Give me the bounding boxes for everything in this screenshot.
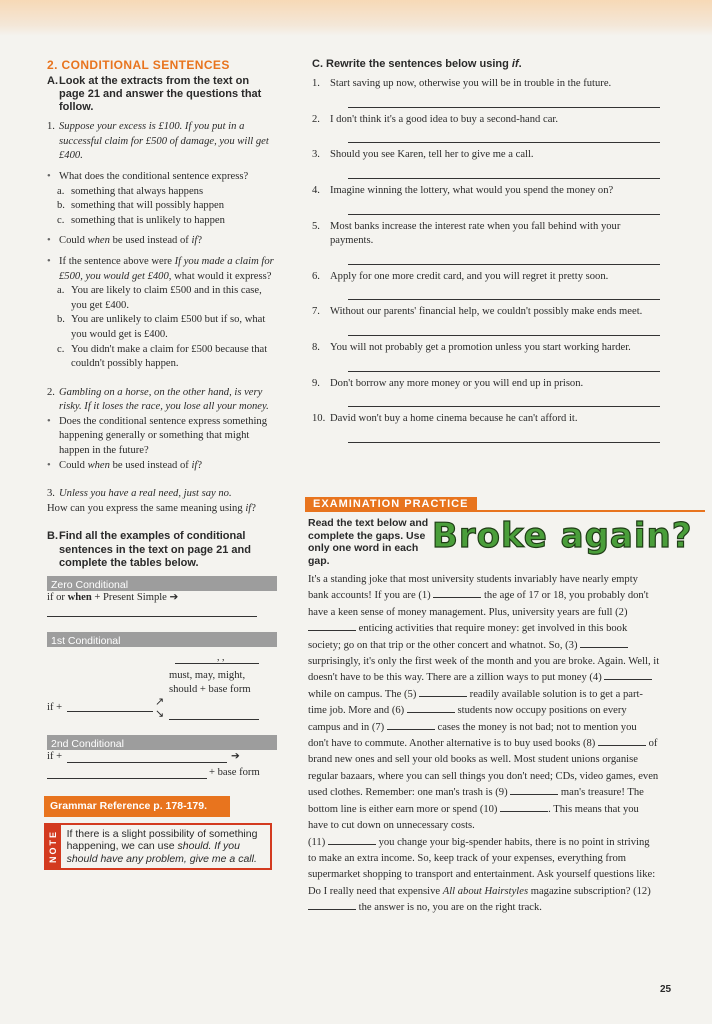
grammar-reference-badge: Grammar Reference p. 178-179.	[44, 796, 230, 817]
rewrite-sentence: Most banks increase the interest rate when you fall behind with your payments.	[330, 220, 621, 247]
rewrite-sentence: Start saving up now, otherwise you will be in trouble in the future.	[330, 78, 612, 90]
gap-blank[interactable]	[598, 736, 646, 746]
first-conditional-header: 1st Conditional	[47, 632, 277, 647]
option-text: You didn't make a claim for £500 because that couldn't possibly happen.	[71, 343, 268, 370]
note-tag	[46, 825, 61, 869]
passage-text: you change your big-spender habits, there is no point in striving to make an extra income. So, keep track of your expenses, everything from supermarket shopping to transport and entertainment. Ask yourself questions like: Do I really need that expensive	[308, 836, 656, 897]
option-text: You are likely to claim £500 and in this case, you get £400.	[71, 285, 262, 311]
passage-title: Broke again?	[432, 516, 693, 556]
arrow-right-icon: ➔	[231, 751, 240, 763]
rewrite-item	[312, 77, 660, 108]
page-number: 25	[660, 984, 672, 995]
rewrite-number: 2.	[312, 113, 320, 125]
section-c-end: .	[518, 58, 522, 70]
passage-text: surprisingly, it's only the first week of the month and you are broke. Again. Well, it doesn't have to be this way. There are a zillion ways to put money	[308, 656, 660, 684]
rewrite-number: 8.	[312, 341, 320, 353]
passage-text: cases the money is not bad; not to mention you don't have to commute. Another alternative is to buy used books	[308, 721, 637, 750]
second-conditional-header: 2nd Conditional	[47, 735, 277, 750]
rewrite-item	[312, 220, 660, 265]
rewrite-sentence: Don't borrow any more money or you will end up in prison.	[330, 377, 584, 389]
rewrite-sentence: Without our parents' financial help, we couldn't possibly make ends meet.	[330, 306, 643, 318]
passage-text: man's treasure! The bottom line is either earn more or spend	[308, 787, 644, 815]
rewrite-number: 1.	[312, 78, 320, 90]
section-c-if: if	[511, 58, 519, 70]
gap-number: (3)	[565, 639, 578, 651]
section-c-text: C. Rewrite the sentences below using	[312, 58, 509, 70]
note-example: should. If you should have any problem, give me a call.	[66, 840, 257, 865]
option-letter: a.	[57, 285, 65, 297]
rewrite-item	[312, 341, 660, 372]
rewrite-item	[312, 270, 660, 301]
cloze-passage	[308, 572, 660, 917]
follow-end: ?	[251, 502, 256, 514]
task-a	[47, 75, 277, 115]
answer-line[interactable]	[348, 132, 660, 143]
rewrite-number: 6.	[312, 270, 320, 282]
option-letter: c.	[57, 214, 65, 226]
passage-text: magazine subscription?	[528, 885, 634, 897]
task-b	[47, 530, 277, 570]
section-title: 2. CONDITIONAL SENTENCES	[47, 58, 230, 72]
bullet-text: Could	[59, 235, 85, 247]
question-3-follow	[47, 502, 277, 517]
gap-number: (4)	[589, 672, 602, 684]
exam-practice-bar: EXAMINATION PRACTICE	[305, 497, 477, 511]
rewrite-sentence: David won't buy a home cinema because he can't afford it.	[330, 413, 578, 425]
bullet-if: if	[191, 459, 198, 471]
gap-number: (5)	[404, 688, 417, 700]
passage-text: readily available solution is to get a part-time job. More and	[308, 688, 643, 717]
answer-line[interactable]	[348, 396, 660, 407]
bullet-text: be used instead of	[112, 235, 189, 247]
rewrite-list	[312, 77, 660, 443]
rewrite-sentence: Should you see Karen, tell her to give me a call.	[330, 149, 534, 161]
zero-rest: + Present Simple ➔	[94, 592, 179, 604]
first-conditional-body	[47, 647, 277, 725]
bullet: • What does the conditional sentence express?	[47, 170, 277, 185]
option	[47, 284, 277, 313]
rewrite-number: 10.	[312, 413, 326, 425]
passage-text: the answer is no, you are on the right track.	[356, 902, 542, 914]
question-3-number: 3.	[47, 488, 55, 500]
gap-blank[interactable]	[580, 638, 628, 648]
answer-line[interactable]	[348, 204, 660, 215]
option-text: something that is unlikely to happen	[71, 214, 225, 226]
option-letter: c.	[57, 343, 65, 355]
zero-conditional-header: Zero Conditional	[47, 576, 277, 591]
gap-blank[interactable]	[500, 802, 548, 812]
question-2-number: 2.	[47, 386, 55, 398]
right-column	[312, 58, 660, 448]
option-letter: a.	[57, 185, 65, 197]
bullet-text: be used instead of	[112, 459, 189, 471]
bullet-italic: If you made a claim for £500, you would get £400,	[59, 255, 274, 282]
task-b-text: Find all the examples of conditional sentences in the text on page 21 and complete the tables below.	[59, 530, 251, 569]
answer-line[interactable]	[348, 325, 660, 336]
rewrite-item	[312, 377, 660, 408]
passage-text: of brand new ones and sell your old books as well. Most student unions organise regular bazaars, where you can sell things you don't need; CDs, video games, even used clothes. Remember: one man's trash is	[308, 738, 659, 799]
bullet	[47, 255, 277, 284]
bullet: • Does the conditional sentence express something happening generally or something that might happen in the future?	[47, 415, 277, 459]
rewrite-sentence: Apply for one more credit card, and you will regret it pretty soon.	[330, 270, 609, 282]
exam-instruction: Read the text below and complete the gaps. Use only one word in each gap.	[308, 517, 429, 567]
option	[47, 185, 277, 200]
left-column	[47, 58, 277, 870]
follow-text: How can you express the same meaning using	[47, 502, 243, 514]
option	[47, 214, 277, 229]
arrow-down-icon: ↘	[155, 708, 165, 721]
gap-number: (8)	[582, 738, 596, 750]
answer-line[interactable]	[67, 752, 227, 763]
bullet-when: when	[87, 235, 110, 247]
passage-text: It's a standing joke that most university students invariably have nearly empty bank accounts! If you are	[308, 574, 638, 602]
bullet-if: if	[191, 235, 198, 247]
option	[47, 313, 277, 342]
bullet-end: ?	[197, 235, 203, 247]
answer-line[interactable]	[348, 289, 660, 300]
task-b-label: B.	[47, 530, 58, 543]
rewrite-number: 7.	[312, 306, 320, 318]
note-box	[44, 823, 272, 871]
rewrite-number: 4.	[312, 184, 320, 196]
question-2	[47, 386, 277, 415]
rewrite-number: 9.	[312, 377, 320, 389]
answer-line[interactable]	[47, 768, 207, 779]
option-letter: b.	[57, 314, 65, 326]
first-modals: must, may, might,	[169, 670, 246, 682]
bullet-text: what would it express?	[174, 270, 272, 282]
section-c-title	[312, 58, 660, 71]
question-3-extract: Unless you have a real need, just say no.	[59, 488, 232, 500]
option-list	[47, 284, 277, 372]
passage-text: students now occupy positions on every campus and in	[308, 705, 627, 733]
gap-blank[interactable]	[308, 900, 356, 910]
gap-blank[interactable]	[510, 785, 558, 795]
answer-line[interactable]	[348, 168, 660, 179]
gap-number: (6)	[391, 705, 405, 717]
bullet-when: when	[87, 459, 110, 471]
question-1-extract: Suppose your excess is £100. If you put in a successful claim for £500 of damage, you will get £400.	[59, 121, 269, 162]
second-if: if +	[47, 751, 63, 763]
gap-number: (12)	[633, 885, 651, 897]
zero-when: when	[67, 592, 92, 604]
rewrite-sentence: Imagine winning the lottery, what would you spend the money on?	[330, 184, 614, 196]
note-label: NOTE	[48, 830, 58, 864]
option-text: something that always happens	[71, 185, 204, 197]
option-text: something that will possibly happen	[71, 200, 225, 212]
bullet	[47, 459, 277, 474]
answer-line[interactable]	[47, 616, 257, 617]
gap-number: (1)	[418, 590, 431, 602]
note-line: If there is a slight possibility of something happening, we can use	[66, 827, 258, 853]
gap-blank[interactable]	[419, 687, 467, 697]
answer-line[interactable]	[348, 97, 660, 108]
answer-line[interactable]	[67, 699, 153, 712]
gap-blank[interactable]	[308, 621, 356, 631]
gap-blank[interactable]	[433, 588, 481, 598]
question-3	[47, 487, 277, 502]
question-1-number: 1.	[47, 121, 55, 133]
rewrite-item	[312, 305, 660, 336]
gap-blank[interactable]	[387, 720, 435, 730]
passage-italic: All about Hairstyles	[442, 885, 529, 897]
zero-conditional-row	[47, 591, 277, 606]
answer-line[interactable]	[348, 361, 660, 372]
passage-text: the age of 17 or 18, you probably don't have a keen sense of money management. Plus, university years are full	[308, 590, 649, 618]
option-list	[47, 185, 277, 229]
follow-if: if	[245, 502, 252, 514]
gap-blank[interactable]	[407, 703, 455, 713]
question-2-extract: Gambling on a horse, on the other hand, is very risky. If it loses the race, you lose all your money.	[59, 386, 269, 413]
rewrite-number: 3.	[312, 149, 320, 161]
gap-number: (7)	[371, 721, 385, 733]
gap-number: (10)	[479, 803, 498, 815]
note-text	[61, 825, 270, 869]
bullet-end: ?	[197, 459, 203, 471]
rewrite-number: 5.	[312, 220, 320, 232]
passage-text: . This means that you have to cut down on unnecessary costs.	[308, 803, 639, 832]
bullet-text: Could	[59, 459, 85, 471]
passage-text: enticing activities that require money: get involved in this book society; go on that trip or the other concert and whatnot. So,	[308, 623, 628, 651]
rewrite-sentence: You will not probably get a promotion unless you start working harder.	[330, 341, 631, 353]
gap-blank[interactable]	[604, 670, 652, 680]
gap-number: (9)	[495, 787, 508, 799]
answer-line[interactable]	[169, 709, 259, 720]
second-conditional-body	[47, 750, 277, 786]
answer-line[interactable]	[348, 432, 660, 443]
option-letter: b.	[57, 200, 65, 212]
gap-number: (11)	[308, 836, 326, 848]
option	[47, 199, 277, 214]
answer-line[interactable]	[348, 254, 660, 265]
first-should: should + base form	[169, 684, 251, 696]
rewrite-item	[312, 412, 660, 443]
exam-rule	[305, 510, 705, 512]
gap-number: (2)	[615, 606, 628, 618]
task-a-text: Look at the extracts from the text on page 21 and answer the questions that follow.	[59, 74, 262, 113]
bullet-text: If the sentence above were	[59, 255, 172, 267]
question-1	[47, 120, 277, 164]
option	[47, 343, 277, 372]
arrow-up-icon: ↗	[155, 696, 165, 709]
rewrite-sentence: I don't think it's a good idea to buy a second-hand car.	[330, 113, 558, 125]
bullet	[47, 234, 277, 249]
zero-if-or: if or	[47, 592, 65, 604]
first-if: if +	[47, 702, 63, 714]
passage-text: while on campus. The	[308, 688, 405, 700]
first-commas: , ,	[217, 652, 225, 664]
option-text: You are unlikely to claim £500 but if so, what you would get is £400.	[71, 314, 266, 340]
gap-blank[interactable]	[328, 835, 376, 845]
rewrite-item	[312, 113, 660, 144]
second-base: + base form	[209, 767, 260, 779]
task-a-label: A.	[47, 74, 58, 87]
rewrite-item	[312, 148, 660, 179]
rewrite-item	[312, 184, 660, 215]
